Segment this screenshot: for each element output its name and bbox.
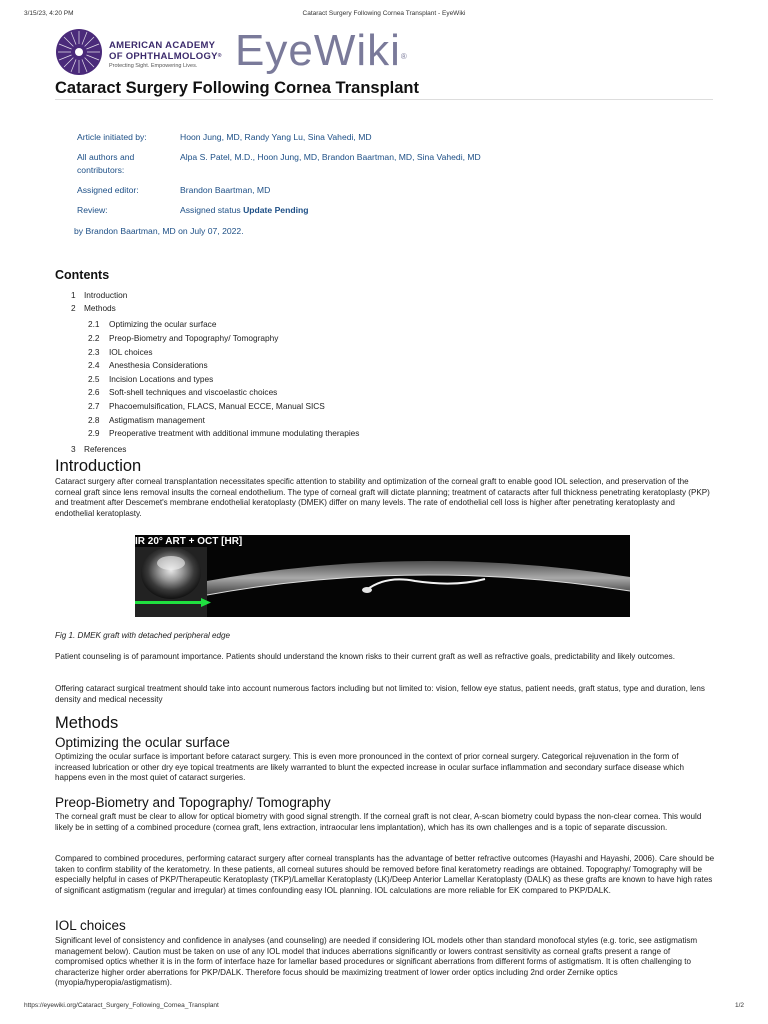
figure-label: IR 20° ART + OCT [HR] (135, 536, 243, 547)
ocular-surface-paragraph: Optimizing the ocular surface is important before cataract surgery. This is even more pronounced in the context of prior corneal surgery. Categorical rejuvenation in the form of increased lubrication or other dry eye topical treatments are likely warranted to blunt the expected increase in ocular surface inflammation and secondary surface disease which happens even in the most quiet of cataract surgeries. (55, 752, 684, 783)
figure-caption: Fig 1. DMEK graft with detached peripheral edge (55, 631, 231, 640)
ocular-surface-heading: Optimizing the ocular surface (55, 735, 230, 750)
contents-heading: Contents (55, 268, 110, 282)
biometry-heading: Preop-Biometry and Topography/ Tomography (55, 795, 331, 810)
oct-figure (135, 535, 630, 617)
introduction-heading: Introduction (55, 457, 142, 475)
oct-image (135, 535, 630, 617)
meta-authors-value[interactable]: Alpa S. Patel, M.D., Hoon Jung, MD, Brandon Baartman, MD, Sina Vahedi, MD (180, 152, 481, 162)
introduction-paragraph-2: Patient counseling is of paramount importance. Patients should understand the known risks to their current graft as well as refractive goals, predictability and likely outcomes. (55, 652, 675, 661)
biometry-paragraph-2: Compared to combined procedures, performing cataract surgery after corneal transplants has the advantage of better refractive outcomes (Hayashi and Hayashi, 2006). Care should be taken to confirm stability of the keratometry. In these patients, all corneal sutures should be removed before final keratometry readings are obtained. Topography/ Tomography will be especially helpful in cases of PKP/Therapeutic Keratoplasty (TKP)/Lamellar Keratoplasty (LK)/Deep Anterior Lamellar Keratoplasty (DALK) as these grafts are known to have high rates of significant astigmatism (regular and irregular) at times confounding easy IOL planning. IOL calculations are more reliable for EK compared to PKP/DALK. (55, 854, 715, 895)
meta-review-label: Review: (77, 205, 108, 215)
introduction-paragraph-3: Offering cataract surgical treatment should take into account numerous factors including but not limited to: vision, fellow eye status, patient needs, graft status, type and duration, lens density and medical necessity (55, 684, 705, 704)
meta-authors-label: All authors and contributors: (77, 152, 135, 175)
print-datetime: 3/15/23, 4:20 PM (24, 10, 74, 17)
aao-tagline: Protecting Sight. Empowering Lives. (109, 63, 198, 69)
page-title: Cataract Surgery Following Cornea Transplant (55, 79, 419, 97)
print-doc-title: Cataract Surgery Following Cornea Transplant - EyeWiki (302, 10, 466, 17)
eyewiki-logo[interactable]: EyeWiki® (235, 26, 408, 75)
byline: by Brandon Baartman, MD on July 07, 2022. (74, 226, 244, 236)
aao-line-2: OF OPHTHALMOLOGY® (109, 51, 222, 62)
aao-line-1: AMERICAN ACADEMY (109, 40, 216, 51)
meta-initiated-label: Article initiated by: (77, 132, 147, 142)
meta-editor-value[interactable]: Brandon Baartman, MD (180, 185, 271, 195)
review-status-link[interactable]: Update Pending (243, 205, 309, 215)
meta-initiated-value[interactable]: Hoon Jung, MD, Randy Yang Lu, Sina Vahedi, MD (180, 132, 372, 142)
iol-paragraph: Significant level of consistency and confidence in analyses (and counseling) are needed if considering IOL models other than standard monofocal styles (e.g. toric, see astigmatism management below). Caution must be taken on use of any IOL model that induces aberrations significantly or lowers contrast sensitivity as corneal grafts present a range of compromised optics whether it is in the form of interface haze for lamellar based procedures or significant aberrations from different forms of astigmatism. It is often challenging to characterize higher order aberrations for PKP/DALK. Therefore focus should be maximizing treatment of lower order optics including 2nd order Zernike optics (myopia/hyperopia/astigmatism). (55, 936, 698, 988)
biometry-paragraph-1: The corneal graft must be clear to allow for optical biometry with good signal strength. If the corneal graft is not clear, A-scan biometry could bypass the non-clear cornea. This would likely be in setting of a combined procedure (cornea graft, lens extraction, intraocular lens implantation), which has its own challenges and is a topic of separate discussion. (55, 812, 702, 832)
print-page-number: 1/2 (734, 1002, 744, 1009)
aao-wordmark (109, 40, 222, 69)
methods-heading: Methods (55, 714, 119, 732)
aao-logo-icon[interactable] (55, 28, 103, 76)
print-footer (24, 1002, 744, 1009)
title-divider (55, 99, 713, 100)
meta-editor-label: Assigned editor: (77, 185, 139, 195)
introduction-paragraph-1: Cataract surgery after corneal transplantation necessitates specific attention to stability and optimization of the corneal graft to enable good IOL selection, and preservation of the corneal graft since lens removal insults the corneal endothelium. The type of corneal graft will dictate planning; treatment of cataracts after full thickness penetrating keratoplasty (PKP) and treatment after Descemet's membrane endothelial keratoplasty (DMEK) differ on many levels. The rate of endothelial cell loss is higher after penetrating keratoplasty and endothelial keratoplasty. (55, 477, 710, 518)
meta-review-value: Assigned status Update Pending (180, 205, 309, 215)
print-url: https://eyewiki.org/Cataract_Surgery_Following_Cornea_Transplant (24, 1002, 219, 1009)
iol-heading: IOL choices (55, 918, 126, 933)
